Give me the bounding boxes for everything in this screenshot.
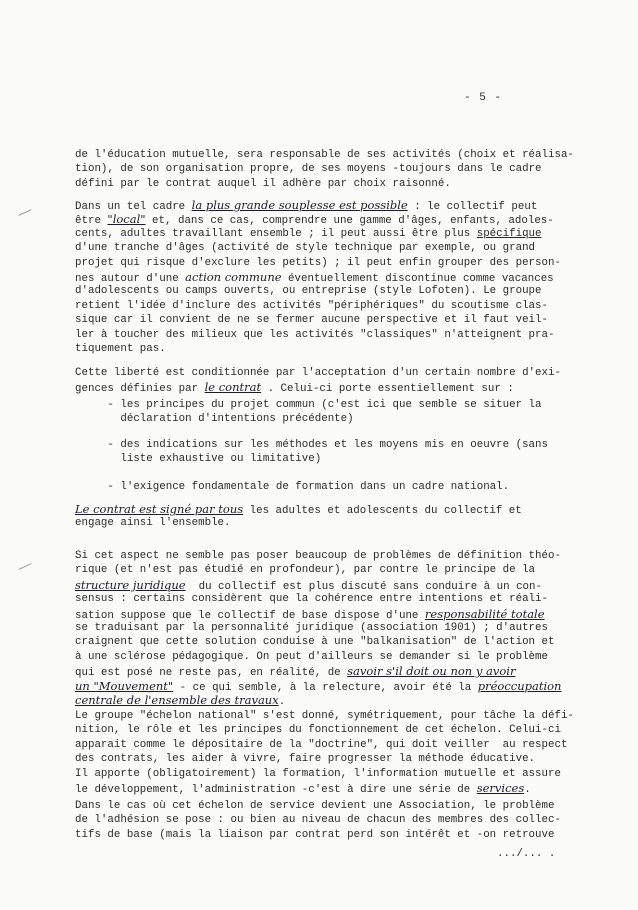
text-segment: sation suppose que le collectif de base dispose d'une <box>75 609 425 622</box>
text-segment: le développement, l'administration -c'est à dire une série de <box>75 783 477 796</box>
continuation-mark: .../... . <box>497 848 556 860</box>
text-line: Cette liberté est conditionnée par l'acceptation d'un certain nombre d'exi- <box>75 367 561 379</box>
text-segment: Dans un tel cadre <box>75 201 192 213</box>
text-segment: éventuellement discontinue comme vacances <box>281 272 554 285</box>
text-line: nition, le rôle et les principes du fonctionnement de cet échelon. Celui-ci <box>75 724 561 737</box>
text-line: se traduisant par la personnalité juridique (association 1901) ; d'autres <box>75 621 548 634</box>
text-line: de l'éducation mutuelle, sera responsable de ses activités (choix et réalisa- <box>75 149 574 161</box>
text-line <box>75 270 561 284</box>
text-line: - l'exigence fondamentale de formation dans un cadre national. <box>75 481 510 493</box>
text-line: rique (et n'est pas étudié en profondeur), par contre le principe de la <box>75 564 536 577</box>
margin-mark <box>18 209 31 216</box>
paragraph <box>75 148 574 191</box>
text-line <box>75 502 522 516</box>
paragraph <box>75 198 561 356</box>
text-line: d'adolescents ou camps ouverts, ou entreprise (style Lofoten). Le groupe <box>75 285 542 298</box>
text-line: tifs de base (mais la liaison par contrat perd son intérêt et -on retrouve <box>75 828 555 841</box>
text-line: projet qui risque d'exclure les petits) ; il peut enfin grouper des person- <box>75 256 561 269</box>
handwritten-underlined-text: structure juridique <box>75 577 186 592</box>
page-number: - 5 - <box>464 92 503 104</box>
text-segment: gences définies par <box>75 383 205 396</box>
text-line <box>75 212 561 226</box>
text-segment: : le collectif peut <box>407 201 538 213</box>
text-line <box>75 693 561 707</box>
text-segment: . <box>278 695 286 708</box>
text-line: - des indications sur les méthodes et les moyens mis en oeuvre (sans <box>75 439 548 451</box>
text-line <box>75 380 561 394</box>
text-segment: cents, adultes travaillant ensemble ; il peut aussi être plus <box>75 227 477 240</box>
handwritten-underlined-text: savoir s'il doit ou non y avoir <box>347 664 516 679</box>
paragraph <box>75 549 561 707</box>
paragraph <box>75 799 561 842</box>
text-line: à une sclérose pédagogique. On peut d'ailleurs se demander si le problème <box>75 650 548 663</box>
text-line: sensus : certains considèrent que la cohérence entre intentions et réali- <box>75 593 548 606</box>
text-line: engage ainsi l'ensemble. <box>75 517 231 530</box>
text-segment: nes autour d'une <box>75 272 186 285</box>
text-segment: être <box>75 215 108 228</box>
text-line: des contrats, les aider à vivre, faire progresser la méthode éducative. <box>75 753 536 766</box>
text-segment: . Celui-ci porte essentiellement sur : <box>261 383 514 396</box>
paragraph <box>75 438 548 467</box>
handwritten-underlined-text: responsabilité totale <box>424 606 545 621</box>
text-line: Si cet aspect ne semble pas poser beaucoup de problèmes de définition théo- <box>75 550 561 562</box>
text-line: déclaration d'intentions précédente) <box>75 413 354 426</box>
text-line: défini par le contrat auquel il adhère par choix raisonné. <box>75 177 451 190</box>
text-line: craignent que cette solution conduise à une "balkanisation" de l'action et <box>75 636 555 649</box>
text-line: Le groupe "échelon national" s'est donné, symétriquement, pour tâche la défi- <box>75 710 574 722</box>
text-line: liste exhaustive ou limitative) <box>75 453 322 466</box>
paragraph <box>75 366 561 395</box>
text-segment: . <box>524 783 531 796</box>
text-line: ler à toucher des milieux que les activités "classiques" n'atteignent pra- <box>75 328 555 341</box>
underlined-text: spécifique <box>476 227 542 240</box>
handwritten-underlined-text: préoccupation <box>477 678 562 693</box>
handwritten-underlined-text: le contrat <box>204 380 262 395</box>
handwritten-underlined-text: services <box>476 780 525 795</box>
text-line <box>75 679 561 693</box>
text-line: Il apporte (obligatoirement) la formation, l'information mutuelle et assure <box>75 767 561 780</box>
text-line: d'une tranche d'âges (activité de style technique par exemple, ou grand <box>75 242 536 255</box>
text-line: apparait comme le dépositaire de la "doctrine", qui doit veiller au respect <box>75 738 568 751</box>
text-line: tion), de son organisation propre, de ses moyens -toujours dans le cadre <box>75 163 542 176</box>
handwritten-underlined-text: Le contrat est signé par tous <box>75 502 244 516</box>
text-line: tiquement pas. <box>75 342 166 355</box>
text-line: Dans le cas où cet échelon de service devient une Association, le problème <box>75 800 555 812</box>
paragraph <box>75 709 574 795</box>
text-line: sique car il convient de ne se fermer aucune perspective et il faut veil- <box>75 314 548 327</box>
text-line <box>75 664 561 678</box>
paragraph <box>75 398 542 427</box>
paragraph <box>75 480 509 494</box>
text-line: - les principes du projet commun (c'est ici que semble se situer la <box>75 399 542 411</box>
handwritten-underlined-text: un "Mouvement" <box>75 678 174 693</box>
text-line <box>75 578 561 592</box>
text-segment: - ce qui semble, à la relecture, avoir été la <box>173 681 478 694</box>
handwritten-underlined-text: la plus grande souplesse est possible <box>191 198 408 212</box>
text-line: retient l'idée d'inclure des activités "périphériques" du scoutisme clas- <box>75 299 548 312</box>
margin-mark <box>18 563 31 570</box>
handwritten-underlined-text: centrale de l'ensemble des travaux <box>75 692 279 707</box>
text-line: de l'adhésion se pose : ou bien au niveau de chacun des membres des collec- <box>75 814 561 827</box>
text-line <box>75 781 574 795</box>
text-line <box>75 227 561 241</box>
handwritten-underlined-text: "local" <box>107 212 146 227</box>
handwritten-text: action commune <box>185 269 282 284</box>
text-line <box>75 607 561 621</box>
text-segment: qui est posé ne reste pas, en réalité, de <box>75 667 348 680</box>
text-line <box>75 198 561 212</box>
text-segment: du collectif est plus discuté sans conduire à un con- <box>185 580 542 593</box>
paragraph <box>75 502 522 531</box>
text-segment: et, dans ce cas, comprendre une gamme d'âges, enfants, adoles- <box>145 215 554 228</box>
text-segment: les adultes et adolescents du collectif et <box>243 505 522 517</box>
